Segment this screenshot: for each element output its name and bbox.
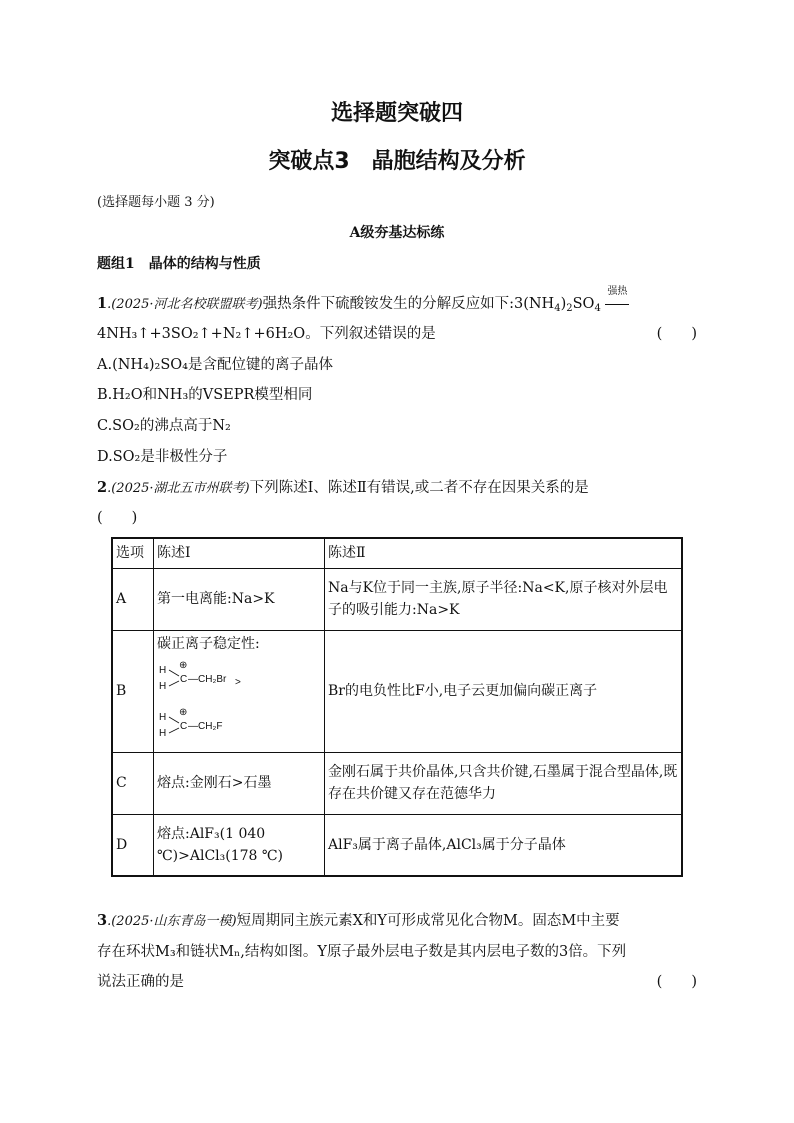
table-header-row [112, 538, 682, 568]
group-heading: 题组1 晶体的结构与性质 [97, 256, 261, 272]
table-row [112, 568, 682, 630]
table-cell: D [112, 814, 154, 876]
table-row [112, 630, 682, 752]
mol2-h-bottom: H [159, 727, 167, 739]
q1-source: .(2025·河北名校联盟联考) [107, 297, 263, 312]
reaction-condition: 强热 [605, 294, 629, 314]
table-header: 陈述Ⅰ [154, 538, 325, 568]
q1-answer-blank: ( ) [656, 326, 697, 342]
mol1-substituent: —CH₂Br [188, 673, 227, 685]
table-cell: 熔点:金刚石>石墨 [154, 752, 325, 814]
q2-number: 2 [97, 479, 108, 496]
table-cell: Na与K位于同一主族,原子半径:Na<K,原子核对外层电子的吸引能力:Na>K [325, 568, 683, 630]
mol2-substituent: —CH₂F [188, 720, 223, 732]
q3-stem-line2: 存在环状M₃和链状Mₙ,结构如图。Y原子最外层电子数是其内层电子数的3倍。下列 [97, 944, 627, 960]
q1-option-a: A.(NH₄)₂SO₄是含配位键的离子晶体 [97, 357, 333, 373]
q1-stem-a: 强热条件下硫酸铵发生的分解反应如下:3(NH [262, 296, 555, 312]
q3-source: .(2025·山东青岛一模) [107, 914, 237, 929]
q2-table [111, 537, 683, 877]
q1-stem: 1.(2025·河北名校联盟联考)强热条件下硫酸铵发生的分解反应如下$:3(NH_4)_2SO_4$ 强热 [97, 286, 628, 314]
table-row [112, 752, 682, 814]
q1-equation-line: 4NH₃↑+3SO₂↑+N₂↑+6H₂O。下列叙述错误的是 ( ) [97, 326, 697, 342]
carbocation-structures [157, 655, 315, 743]
q3-answer-blank: ( ) [656, 974, 697, 990]
mol1-plus-charge: ⊕ [179, 659, 188, 671]
table-cell: 金刚石属于共价晶体,只含共价键,石墨属于混合型晶体,既存在共价键又存在范德华力 [325, 752, 683, 814]
mol2-plus-charge: ⊕ [179, 706, 188, 718]
q1-option-d: D.SO₂是非极性分子 [97, 449, 228, 465]
table-cell: AlF₃属于离子晶体,AlCl₃属于分子晶体 [325, 814, 683, 876]
mol1-h-top: H [159, 664, 167, 676]
table-cell: B [112, 630, 154, 752]
table-header: 陈述Ⅱ [325, 538, 683, 568]
table-cell: 第一电离能:Na>K [154, 568, 325, 630]
mol2-h-top: H [159, 711, 167, 723]
q3-number: 3 [97, 912, 108, 929]
q1-option-b: B.H₂O和NH₃的VSEPR模型相同 [97, 387, 313, 403]
q1-number: 1 [97, 295, 108, 312]
table-row [112, 814, 682, 876]
greater-than-sign: > [235, 676, 241, 688]
q2-source: .(2025·湖北五市州联考) [107, 481, 250, 496]
level-heading: A级夯基达标练 [349, 225, 445, 241]
q2-stem: 2.(2025·湖北五市州联考)下列陈述Ⅰ、陈述Ⅱ有错误,或二者不存在因果关系的是 [97, 479, 589, 496]
table-cell: 熔点:AlF₃(1 040 ℃)>AlCl₃(178 ℃) [154, 814, 325, 876]
table-cell: C [112, 752, 154, 814]
q1-option-c: C.SO₂的沸点高于N₂ [97, 418, 231, 434]
table-cell: Br的电负性比F小,电子云更加偏向碳正离子 [325, 630, 683, 752]
mol2-carbon: C [180, 720, 188, 732]
section-title: 选择题突破四 [330, 101, 463, 126]
q3-stem-line1: 3.(2025·山东青岛一模)短周期同主族元素X和Y可形成常见化合物M。固态M中主要 [97, 912, 620, 929]
mol1-h-bottom: H [159, 680, 167, 692]
page-title: 突破点3 晶胞结构及分析 [268, 149, 526, 174]
q3-stem-line3: 说法正确的是 ( ) [97, 974, 697, 990]
score-note: (选择题每小题 3 分) [97, 195, 215, 210]
q2-answer-blank: ( ) [97, 510, 138, 526]
mol1-carbon: C [180, 673, 188, 685]
table-cell: A [112, 568, 154, 630]
table-cell: 碳正离子稳定性: H H ⊕ C —CH₂Br > H H ⊕ C —CH₂F [154, 630, 325, 752]
table-header: 选项 [112, 538, 154, 568]
